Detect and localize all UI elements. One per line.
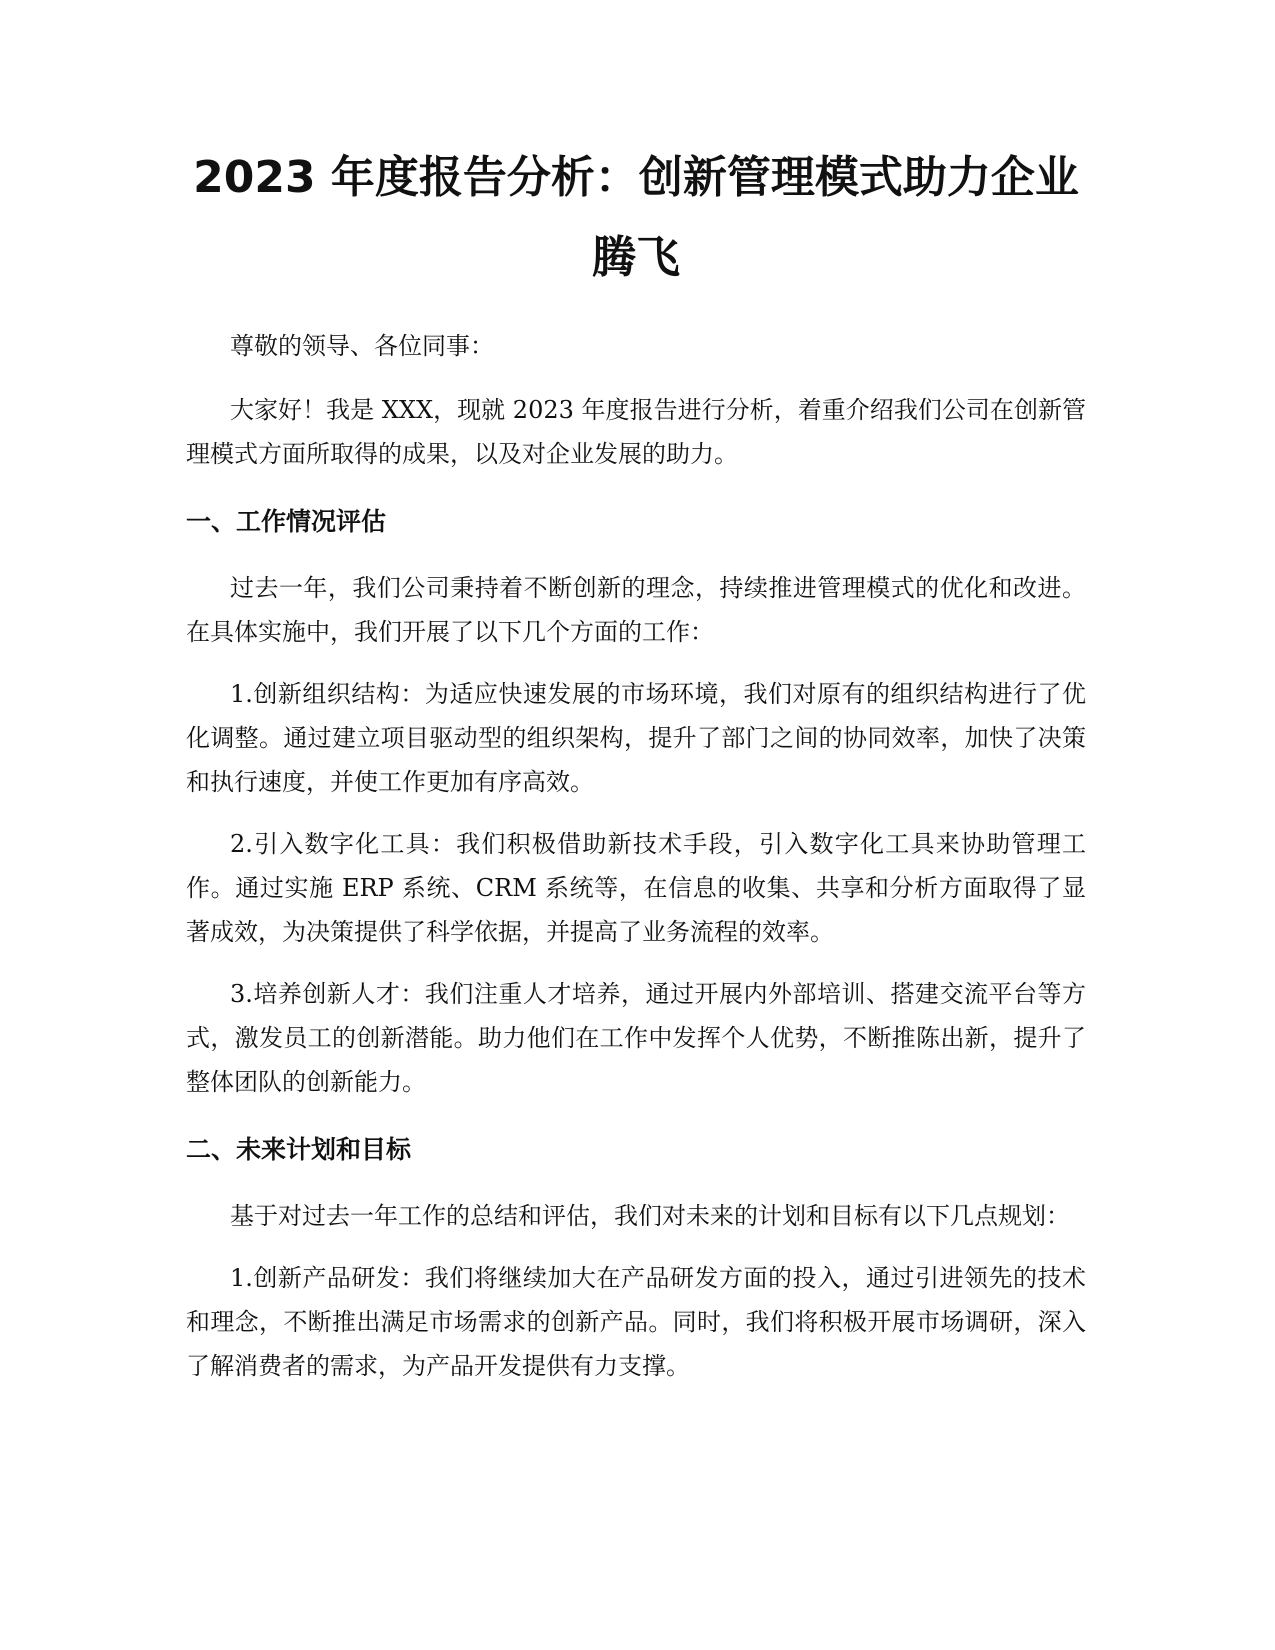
section-1-heading: 一、工作情况评估 bbox=[186, 507, 387, 536]
section-2-lead: 基于对过去一年工作的总结和评估，我们对未来的计划和目标有以下几点规划： bbox=[230, 1202, 1070, 1230]
document-page bbox=[186, 138, 1086, 1406]
section-2-heading: 二、未来计划和目标 bbox=[186, 1135, 412, 1164]
section-1-lead: 过去一年，我们公司秉持着不断创新的理念，持续推进管理模式的优化和改进。在具体实施中，我们开展了以下几个方面的工作： bbox=[186, 574, 1086, 646]
title-line-1: 2023 年度报告分析：创新管理模式助力企业 bbox=[193, 152, 1079, 203]
section-2-item-1: 1.创新产品研发：我们将继续加大在产品研发方面的投入，通过引进领先的技术和理念，不断推出满足市场需求的创新产品。同时，我们将积极开展市场调研，深入了解消费者的需求，为产品开发提供有力支撑。 bbox=[186, 1264, 1086, 1380]
section-1-item-3: 3.培养创新人才：我们注重人才培养，通过开展内外部培训、搭建交流平台等方式，激发员工的创新潜能。助力他们在工作中发挥个人优势，不断推陈出新，提升了整体团队的创新能力。 bbox=[186, 980, 1086, 1096]
document-title bbox=[186, 138, 1086, 298]
section-1-item-1: 1.创新组织结构：为适应快速发展的市场环境，我们对原有的组织结构进行了优化调整。通过建立项目驱动型的组织架构，提升了部门之间的协同效率，加快了决策和执行速度，并使工作更加有序高效。 bbox=[186, 680, 1086, 796]
section-1-item-2: 2.引入数字化工具：我们积极借助新技术手段，引入数字化工具来协助管理工作。通过实施 ERP 系统、CRM 系统等，在信息的收集、共享和分析方面取得了显著成效，为决策提供了科学依据，并提高了业务流程的效率。 bbox=[186, 830, 1086, 946]
intro-paragraph: 大家好！我是 XXX，现就 2023 年度报告进行分析，着重介绍我们公司在创新管理模式方面所取得的成果，以及对企业发展的助力。 bbox=[186, 396, 1086, 468]
title-line-2: 腾飞 bbox=[592, 232, 680, 283]
greeting-paragraph: 尊敬的领导、各位同事： bbox=[230, 332, 494, 360]
